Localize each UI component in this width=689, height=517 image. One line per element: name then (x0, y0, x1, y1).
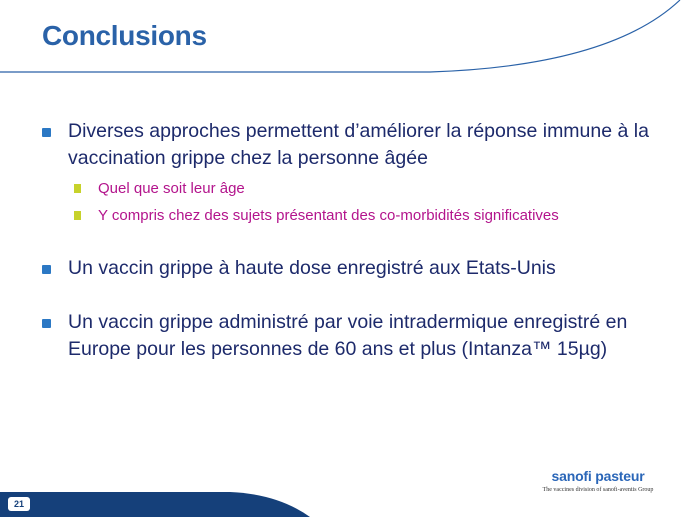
bullet-text: Diverses approches permettent d’améliorer la réponse immune à la vaccination grippe chez la personne âgée (68, 120, 649, 169)
slide-title: Conclusions (42, 20, 207, 51)
bullet-square-icon (42, 128, 51, 137)
sub-bullet-square-icon (74, 184, 81, 193)
bullet-item (42, 118, 652, 172)
bullet-list (42, 118, 652, 363)
logo-name: sanofi pasteur (551, 468, 645, 484)
bullet-item (42, 309, 652, 363)
bullet-square-icon (42, 265, 51, 274)
bullet-text: Un vaccin grippe administré par voie intradermique enregistré en Europe pour les personnes de 60 ans et plus (Intanza™ 15µg) (68, 311, 628, 360)
page-number: 21 (8, 497, 30, 511)
sub-bullet-item (74, 175, 652, 202)
sub-bullet-list (74, 175, 652, 229)
logo-tagline: The vaccines division of sanofi-aventis Group (542, 487, 654, 493)
footer-band (0, 492, 310, 517)
sub-bullet-item (74, 202, 652, 229)
bullet-text: Un vaccin grippe à haute dose enregistré aux Etats-Unis (68, 257, 556, 279)
sub-bullet-text: Y compris chez des sujets présentant des co-morbidités significatives (98, 207, 559, 224)
sanofi-pasteur-logo (538, 468, 658, 493)
sub-bullet-text: Quel que soit leur âge (98, 180, 245, 197)
bullet-square-icon (42, 319, 51, 328)
sub-bullet-square-icon (74, 211, 81, 220)
bullet-item (42, 255, 652, 282)
